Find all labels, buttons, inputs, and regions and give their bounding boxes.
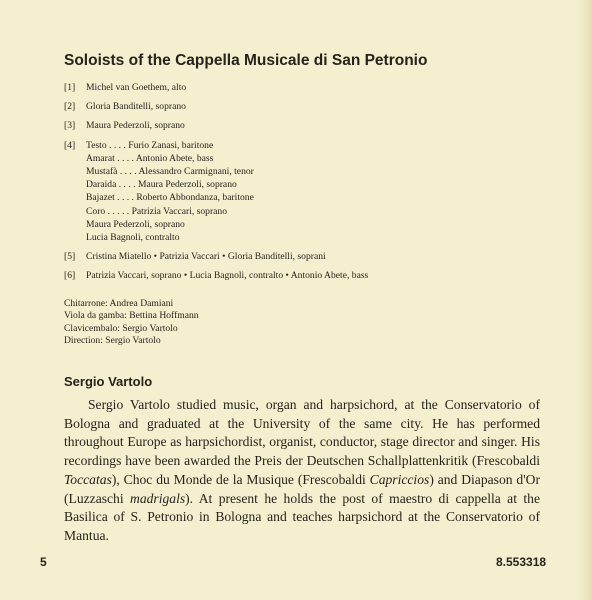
page-number: 5 bbox=[40, 555, 47, 569]
cast-entry: Maura Pederzoli, soprano bbox=[86, 218, 185, 230]
cast-row bbox=[64, 250, 368, 263]
bio-paragraph bbox=[64, 396, 540, 546]
cast-row bbox=[64, 269, 368, 282]
cast-entry: Maura Pederzoli, soprano bbox=[86, 120, 185, 132]
bio-italic: Capriccios bbox=[369, 471, 430, 487]
page-edge-shadow bbox=[578, 0, 592, 600]
bio-italic: madrigals bbox=[130, 490, 186, 506]
bio-italic: Toccatas bbox=[64, 471, 112, 487]
cast-entry: Mustafà . . . . Alessandro Carmignani, tenor bbox=[86, 166, 254, 178]
cast-row bbox=[64, 81, 368, 94]
cast-row bbox=[64, 119, 368, 132]
track-number bbox=[64, 205, 86, 218]
cast-row bbox=[64, 218, 368, 231]
cast-entry: Cristina Miatello • Patrizia Vaccari • Gloria Banditelli, soprani bbox=[86, 251, 326, 263]
track-number bbox=[64, 218, 86, 231]
track-number bbox=[64, 152, 86, 165]
cast-row bbox=[64, 139, 368, 152]
cast-entry: Coro . . . . . Patrizia Vaccari, soprano bbox=[86, 205, 228, 217]
cast-entry: Daraida . . . . Maura Pederzoli, soprano bbox=[86, 179, 237, 191]
credit-line: Viola da gamba: Bettina Hoffmann bbox=[64, 310, 199, 322]
cast-row bbox=[64, 205, 368, 218]
cast-row bbox=[64, 100, 368, 113]
track-number bbox=[64, 191, 86, 204]
track-number: [6] bbox=[64, 270, 76, 282]
bio-text: Sergio Vartolo studied music, organ and harpsichord, at the Conservatorio of Bologna and graduated at the University of the same city. He has performed throughout Europe as harpsichordist, organist, conductor, stage director and singer. His recordings have been awarded the Preis der Deutschen Schallplattenkritik (Frescobaldi bbox=[64, 397, 540, 469]
soloists-heading: Soloists of the Cappella Musicale di San Petronio bbox=[64, 52, 428, 69]
cast-row bbox=[64, 165, 368, 178]
cast-row bbox=[64, 191, 368, 204]
cast-entry: Bajazet . . . . Roberto Abbondanza, baritone bbox=[86, 192, 254, 204]
catalog-number: 8.553318 bbox=[496, 555, 547, 569]
bio-text: ). At present he holds the post of maestro di cappella at the Basilica of S. Petronio in Bologna and teaches harpsichord at the Conservatorio of Mantua. bbox=[64, 490, 540, 543]
cast-entry: Amarat . . . . Antonio Abete, bass bbox=[86, 152, 214, 164]
bio-text: ), Choc du Monde de la Musique (Frescobaldi bbox=[111, 471, 370, 487]
credit-line: Chitarrone: Andrea Damiani bbox=[64, 298, 174, 309]
cast-entry: Gloria Banditelli, soprano bbox=[86, 101, 186, 113]
instrumental-credits bbox=[64, 298, 199, 348]
cast-list bbox=[64, 81, 368, 283]
track-number: [3] bbox=[64, 120, 76, 132]
track-number: [4] bbox=[64, 139, 76, 151]
cast-entry: Michel van Goethem, alto bbox=[86, 82, 187, 93]
track-number bbox=[64, 231, 86, 244]
track-number bbox=[64, 178, 86, 191]
track-number: [1] bbox=[64, 82, 76, 93]
bio-heading: Sergio Vartolo bbox=[64, 374, 153, 389]
cast-entry: Lucia Bagnoli, contralto bbox=[86, 232, 180, 244]
credit-line: Clavicembalo: Sergio Vartolo bbox=[64, 322, 178, 334]
track-number: [5] bbox=[64, 251, 76, 263]
track-number: [2] bbox=[64, 101, 76, 113]
bio-text: ) and Diapason d'Or (Luzzaschi bbox=[64, 471, 540, 506]
cast-row bbox=[64, 178, 368, 191]
track-number bbox=[64, 165, 86, 178]
cast-entry: Patrizia Vaccari, soprano • Lucia Bagnoli, contralto • Antonio Abete, bass bbox=[86, 270, 369, 282]
cast-row bbox=[64, 152, 368, 165]
cast-row bbox=[64, 231, 368, 244]
cast-entry: Testo . . . . Furio Zanasi, baritone bbox=[86, 139, 214, 151]
credit-line: Direction: Sergio Vartolo bbox=[64, 335, 161, 347]
